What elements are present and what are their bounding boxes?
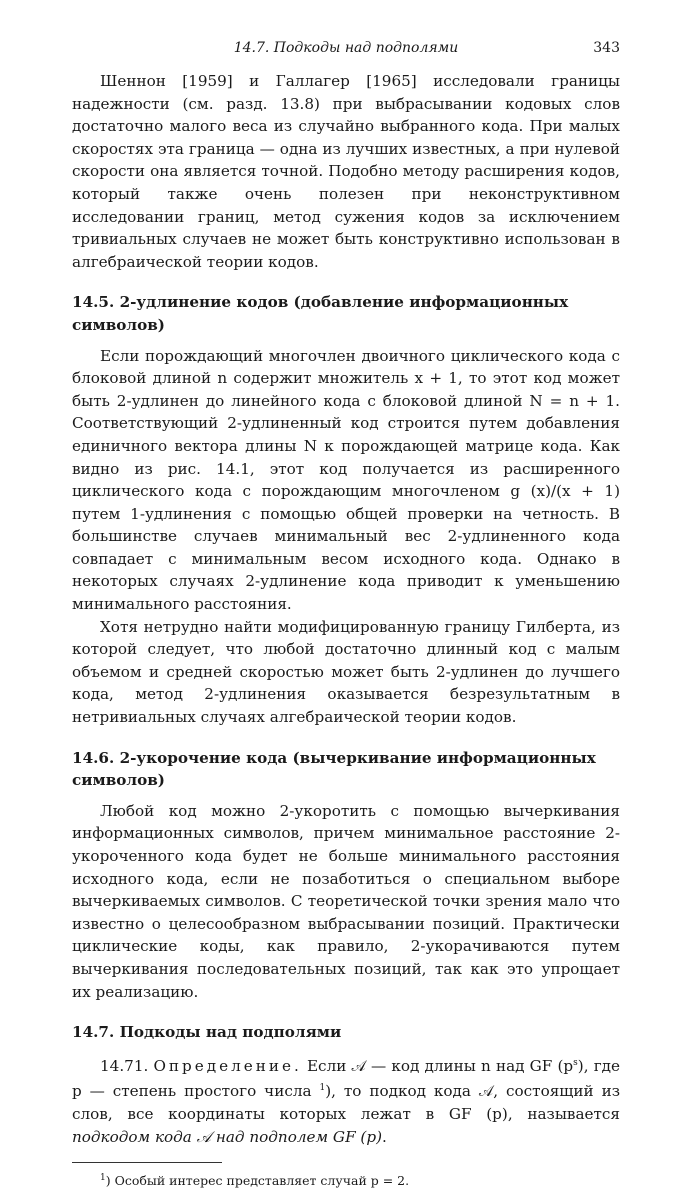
definition-superscript: s xyxy=(573,1057,578,1068)
page xyxy=(72,40,620,1190)
section-14-6-heading: 14.6. 2-укорочение кода (вычеркивание информационных символов) xyxy=(72,748,596,790)
footnote xyxy=(72,1169,620,1190)
definition-number: 14.71. xyxy=(100,1056,149,1075)
section-14-5-paragraph-1: Если порождающий многочлен двоичного циклического кода с блоковой длиной n содержит множитель x + 1, то этот код может быть 2-удлинен до линейного кода с блоковой длиной N = n + 1. Соответствующий 2-удлиненный код строится путем добавления единичного вектора длины N к порождающей матрице кода. Как видно из рис. 14.1, этот код получается из расширенного циклического кода с порождающим многочленом g (x)/(x + 1) путем 1-удлинения с помощью общей проверки на четность. В большинстве случаев минимальный вес 2-удлиненного кода совпадает с минимальным весом исходного кода. Однако в некоторых случаях 2-удлинение кода приводит к уменьшению минимального расстояния. xyxy=(72,346,620,614)
definition-label: Определение. xyxy=(153,1056,302,1075)
definition-paragraph xyxy=(72,1052,620,1149)
footnote-mark: 1 xyxy=(100,1173,106,1184)
definition-text-2: ), где p — степень простого числа xyxy=(72,1056,620,1101)
intro-paragraph: Шеннон [1959] и Галлагер [1965] исследовали границы надежности (см. разд. 13.8) при выбрасывании кодовых слов достаточно малого веса из случайно выбранного кода. При малых скоростях эта граница — одна из лучших известных, а при нулевой скорости она является точной. Подобно методу расширения кодов, который также очень полезен при неконструктивном исследовании границ, метод сужения кодов за исключением тривиальных случаев не может быть конструктивно использован в алгебраической теории кодов. xyxy=(72,72,620,271)
footnote-divider xyxy=(72,1162,222,1163)
definition-term: подкодом кода 𝒜 над подполем GF (p) xyxy=(72,1127,383,1146)
running-title: 14.7. Подкоды над подполями xyxy=(233,40,459,56)
footnote-reference[interactable]: 1 xyxy=(319,1083,326,1094)
page-number: 343 xyxy=(593,40,620,56)
definition-end: . xyxy=(382,1127,387,1146)
section-14-7-heading: 14.7. Подкоды над подполями xyxy=(72,1023,342,1042)
definition-text-3: ), то подкод кода 𝒜, состоящий из слов, все координаты которых лежат в GF (p), называется xyxy=(72,1082,620,1124)
definition-text-1: Если 𝒜 — код длины n над GF (p xyxy=(301,1056,574,1075)
footnote-text: ) Особый интерес представляет случай p = 2. xyxy=(105,1173,410,1189)
running-head xyxy=(72,40,620,62)
section-14-5-paragraph-2: Хотя нетрудно найти модифицированную границу Гилберта, из которой следует, что любой достаточно длинный код с малым объемом и средней скоростью может быть 2-удлинен до лучшего кода, метод 2-удлинения оказывается безрезультатным в нетривиальных случаях алгебраической теории кодов. xyxy=(72,617,620,727)
section-14-6-paragraph-1: Любой код можно 2-укоротить с помощью вычеркивания информационных символов, причем минимальное расстояние 2-укороченного кода будет не больше минимального расстояния исходного кода, если не позаботиться о специальном выборе вычеркиваемых символов. С теоретической точки зрения мало что известно о целесообразном выбрасывании позиций. Практически циклические коды, как правило, 2-укорачиваются путем вычеркивания последовательных позиций, так как это упрощает их реализацию. xyxy=(72,801,620,1001)
section-14-5-heading: 14.5. 2-удлинение кодов (добавление информационных символов) xyxy=(72,293,569,334)
